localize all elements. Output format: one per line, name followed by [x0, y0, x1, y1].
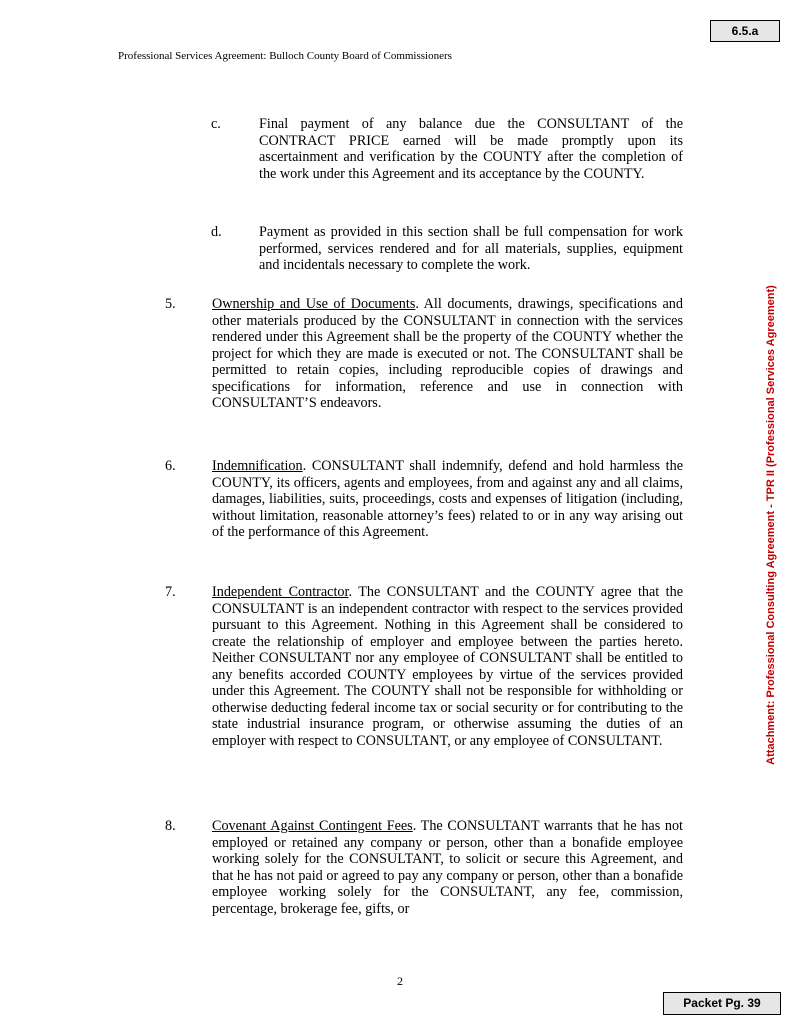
- subitem-text: Final payment of any balance due the CONSULTANT of the CONTRACT PRICE earned will be made promptly upon its ascertainment and verification by the COUNTY after the completion of the work under this Agreement and its acceptance by the COUNTY.: [259, 116, 683, 182]
- section-7: [165, 584, 683, 749]
- attachment-side-note: Attachment: Professional Consulting Agreement - TPR II (Professional Services Agreement): [765, 285, 777, 765]
- section-number: 8.: [165, 818, 176, 834]
- section-text: [212, 458, 683, 541]
- page-number: 2: [397, 974, 403, 988]
- subitem-d: [211, 224, 683, 274]
- running-header: Professional Services Agreement: Bulloch County Board of Commissioners: [118, 50, 452, 62]
- section-number: 6.: [165, 458, 176, 474]
- section-8: [165, 818, 683, 917]
- section-body: . The CONSULTANT and the COUNTY agree that the CONSULTANT is an independent contractor with respect to the services provided pursuant to this Agreement. Nothing in this Agreement shall be considered to create the relationship of employer and employee between the parties hereto. Neither CONSULTANT nor any employee of CONSULTANT shall be entitled to any benefits accorded COUNTY employees by virtue of the services provided under this Agreement. The COUNTY shall not be responsible for withholding or otherwise deducting federal income tax or social security or for contributing to the state industrial insurance program, or otherwise assuming the duties of an employer with respect to CONSULTANT, or any employee of CONSULTANT.: [212, 584, 684, 749]
- section-heading: Indemnification: [212, 458, 303, 474]
- agenda-item-tag: 6.5.a: [710, 20, 780, 42]
- section-5: [165, 296, 683, 412]
- section-heading: Ownership and Use of Documents: [212, 296, 416, 312]
- subitem-c: [211, 116, 683, 182]
- section-number: 5.: [165, 296, 176, 312]
- packet-page-tag: Packet Pg. 39: [663, 992, 781, 1015]
- subitem-text: Payment as provided in this section shall be full compensation for work performed, services rendered and for all materials, supplies, equipment and incidentals necessary to complete the work.: [259, 224, 683, 273]
- section-body: . CONSULTANT shall indemnify, defend and hold harmless the COUNTY, its officers, agents and employees, from and against any and all claims, damages, liabilities, suits, proceedings, costs and expenses of litigation (including, without limitation, reasonable attorney’s fees) related to or in any way arising out of the performance of this Agreement.: [212, 458, 683, 540]
- section-text: [212, 584, 683, 749]
- subitem-label: d.: [211, 224, 222, 240]
- section-number: 7.: [165, 584, 176, 600]
- section-body: . All documents, drawings, specifications and other materials produced by the CONSULTANT in connection with the services rendered under this Agreement shall be the property of the COUNTY whether the project for which they are made is executed or not. The CONSULTANT shall be permitted to retain copies, including reproducible copies of drawings and specifications for information, reference and use in connection with CONSULTANT’S endeavors.: [212, 296, 683, 411]
- section-heading: Independent Contractor: [212, 584, 349, 600]
- section-text: [212, 818, 683, 917]
- section-body: . The CONSULTANT warrants that he has not employed or retained any company or person, other than a bonafide employee working solely for the CONSULTANT, to solicit or secure this Agreement, and that he has not paid or agreed to pay any company or person, other than a bonafide employee working solely for the CONSULTANT, any fee, commission, percentage, brokerage fee, gifts, or: [212, 818, 683, 917]
- subitem-label: c.: [211, 116, 221, 132]
- section-text: [212, 296, 683, 412]
- section-6: [165, 458, 683, 541]
- section-heading: Covenant Against Contingent Fees: [212, 818, 413, 834]
